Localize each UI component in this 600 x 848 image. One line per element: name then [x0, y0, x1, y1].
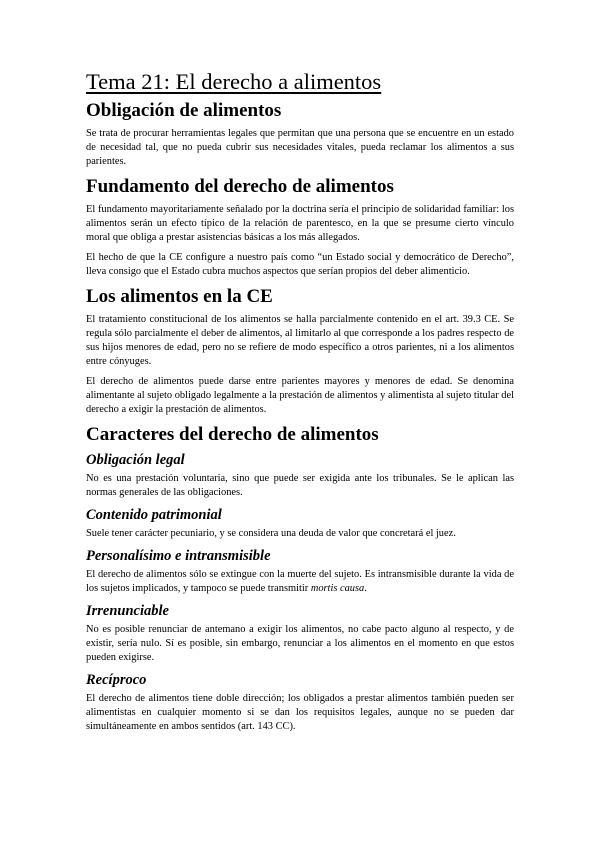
paragraph-text: El derecho de alimentos sólo se extingue con la muerte del sujeto. Es intransmisible durante la vida de los sujetos implicados, y tampoco se puede transmitir — [86, 569, 514, 594]
paragraph: Suele tener carácter pecuniario, y se considera una deuda de valor que concretará el juez. — [86, 528, 456, 539]
subsection-heading: Recíproco — [86, 672, 147, 688]
subsection-irrenunciable — [86, 602, 514, 665]
section-alimentos-ce — [86, 285, 514, 417]
paragraph: Se trata de procurar herramientas legales que permitan que una persona que se encuentre en un estado de necesidad tal, que no pueda cubrir sus necesidades vitales, pueda reclamar los alimentos a sus parientes. — [86, 128, 514, 167]
subsection-heading: Irrenunciable — [86, 603, 169, 619]
paragraph: El hecho de que la CE configure a nuestro país como “un Estado social y democrático de Derecho”, lleva consigo que el Estado cubra muchos aspectos que serían propios del deber alimenticio. — [86, 252, 514, 277]
subsection-personalisimo — [86, 547, 514, 596]
subsection-reciproco — [86, 671, 514, 734]
section-caracteres — [86, 423, 514, 734]
paragraph: El fundamento mayoritariamente señalado por la doctrina sería el principio de solidaridad familiar: los alimentos serán un efecto típico de la relación de parentesco, en la que se presume cierto vínculo moral que obliga a prestar asistencias básicas a los más allegados. — [86, 204, 514, 243]
section-heading: Caracteres del derecho de alimentos — [86, 424, 379, 445]
subsection-contenido-patrimonial — [86, 506, 514, 541]
subsection-heading: Contenido patrimonial — [86, 507, 222, 523]
paragraph: El derecho de alimentos tiene doble dirección; los obligados a prestar alimentos también pueden ser alimentistas en cualquier momento si se dan los requisitos legales, aunque no se pueden dar simultáneamente en ambos sentidos (art. 143 CC). — [86, 693, 514, 732]
latin-term: mortis causa — [310, 583, 365, 594]
paragraph — [86, 568, 514, 596]
page-title: Tema 21: El derecho a alimentos — [86, 69, 382, 94]
paragraph: El tratamiento constitucional de los alimentos se halla parcialmente contenido en el art. 39.3 CE. Se regula sólo parcialmente el deber de alimentos, al limitarlo al que corresponde a los padres respecto de sus hijos menores de edad, pero no se refiere de modo específico a otros parientes, ni a los alimentos entre cónyuges. — [86, 314, 514, 367]
paragraph: El derecho de alimentos puede darse entre parientes mayores y menores de edad. Se denomina alimentante al sujeto obligado legalmente a la prestación de alimentos y alimentista al sujeto titular del derecho a exigir la prestación de alimentos. — [86, 376, 514, 415]
section-obligacion — [86, 99, 514, 169]
subsection-heading: Personalísimo e intransmisible — [86, 548, 271, 564]
section-heading: Obligación de alimentos — [86, 100, 282, 121]
section-heading: Fundamento del derecho de alimentos — [86, 176, 394, 197]
paragraph-end: . — [364, 583, 367, 594]
section-heading: Los alimentos en la CE — [86, 286, 273, 307]
subsection-obligacion-legal — [86, 451, 514, 500]
subsection-heading: Obligación legal — [86, 452, 185, 468]
section-fundamento — [86, 175, 514, 279]
paragraph: No es posible renunciar de antemano a exigir los alimentos, no cabe pacto alguno al respecto, y de existir, sería nulo. Sí es posible, sin embargo, renunciar a los alimentos en el momento en que estos pueden exigirse. — [86, 624, 514, 663]
document-page — [86, 68, 514, 740]
paragraph: No es una prestación voluntaria, sino que puede ser exigida ante los tribunales. Se le aplican las normas generales de las obligaciones. — [86, 473, 514, 498]
